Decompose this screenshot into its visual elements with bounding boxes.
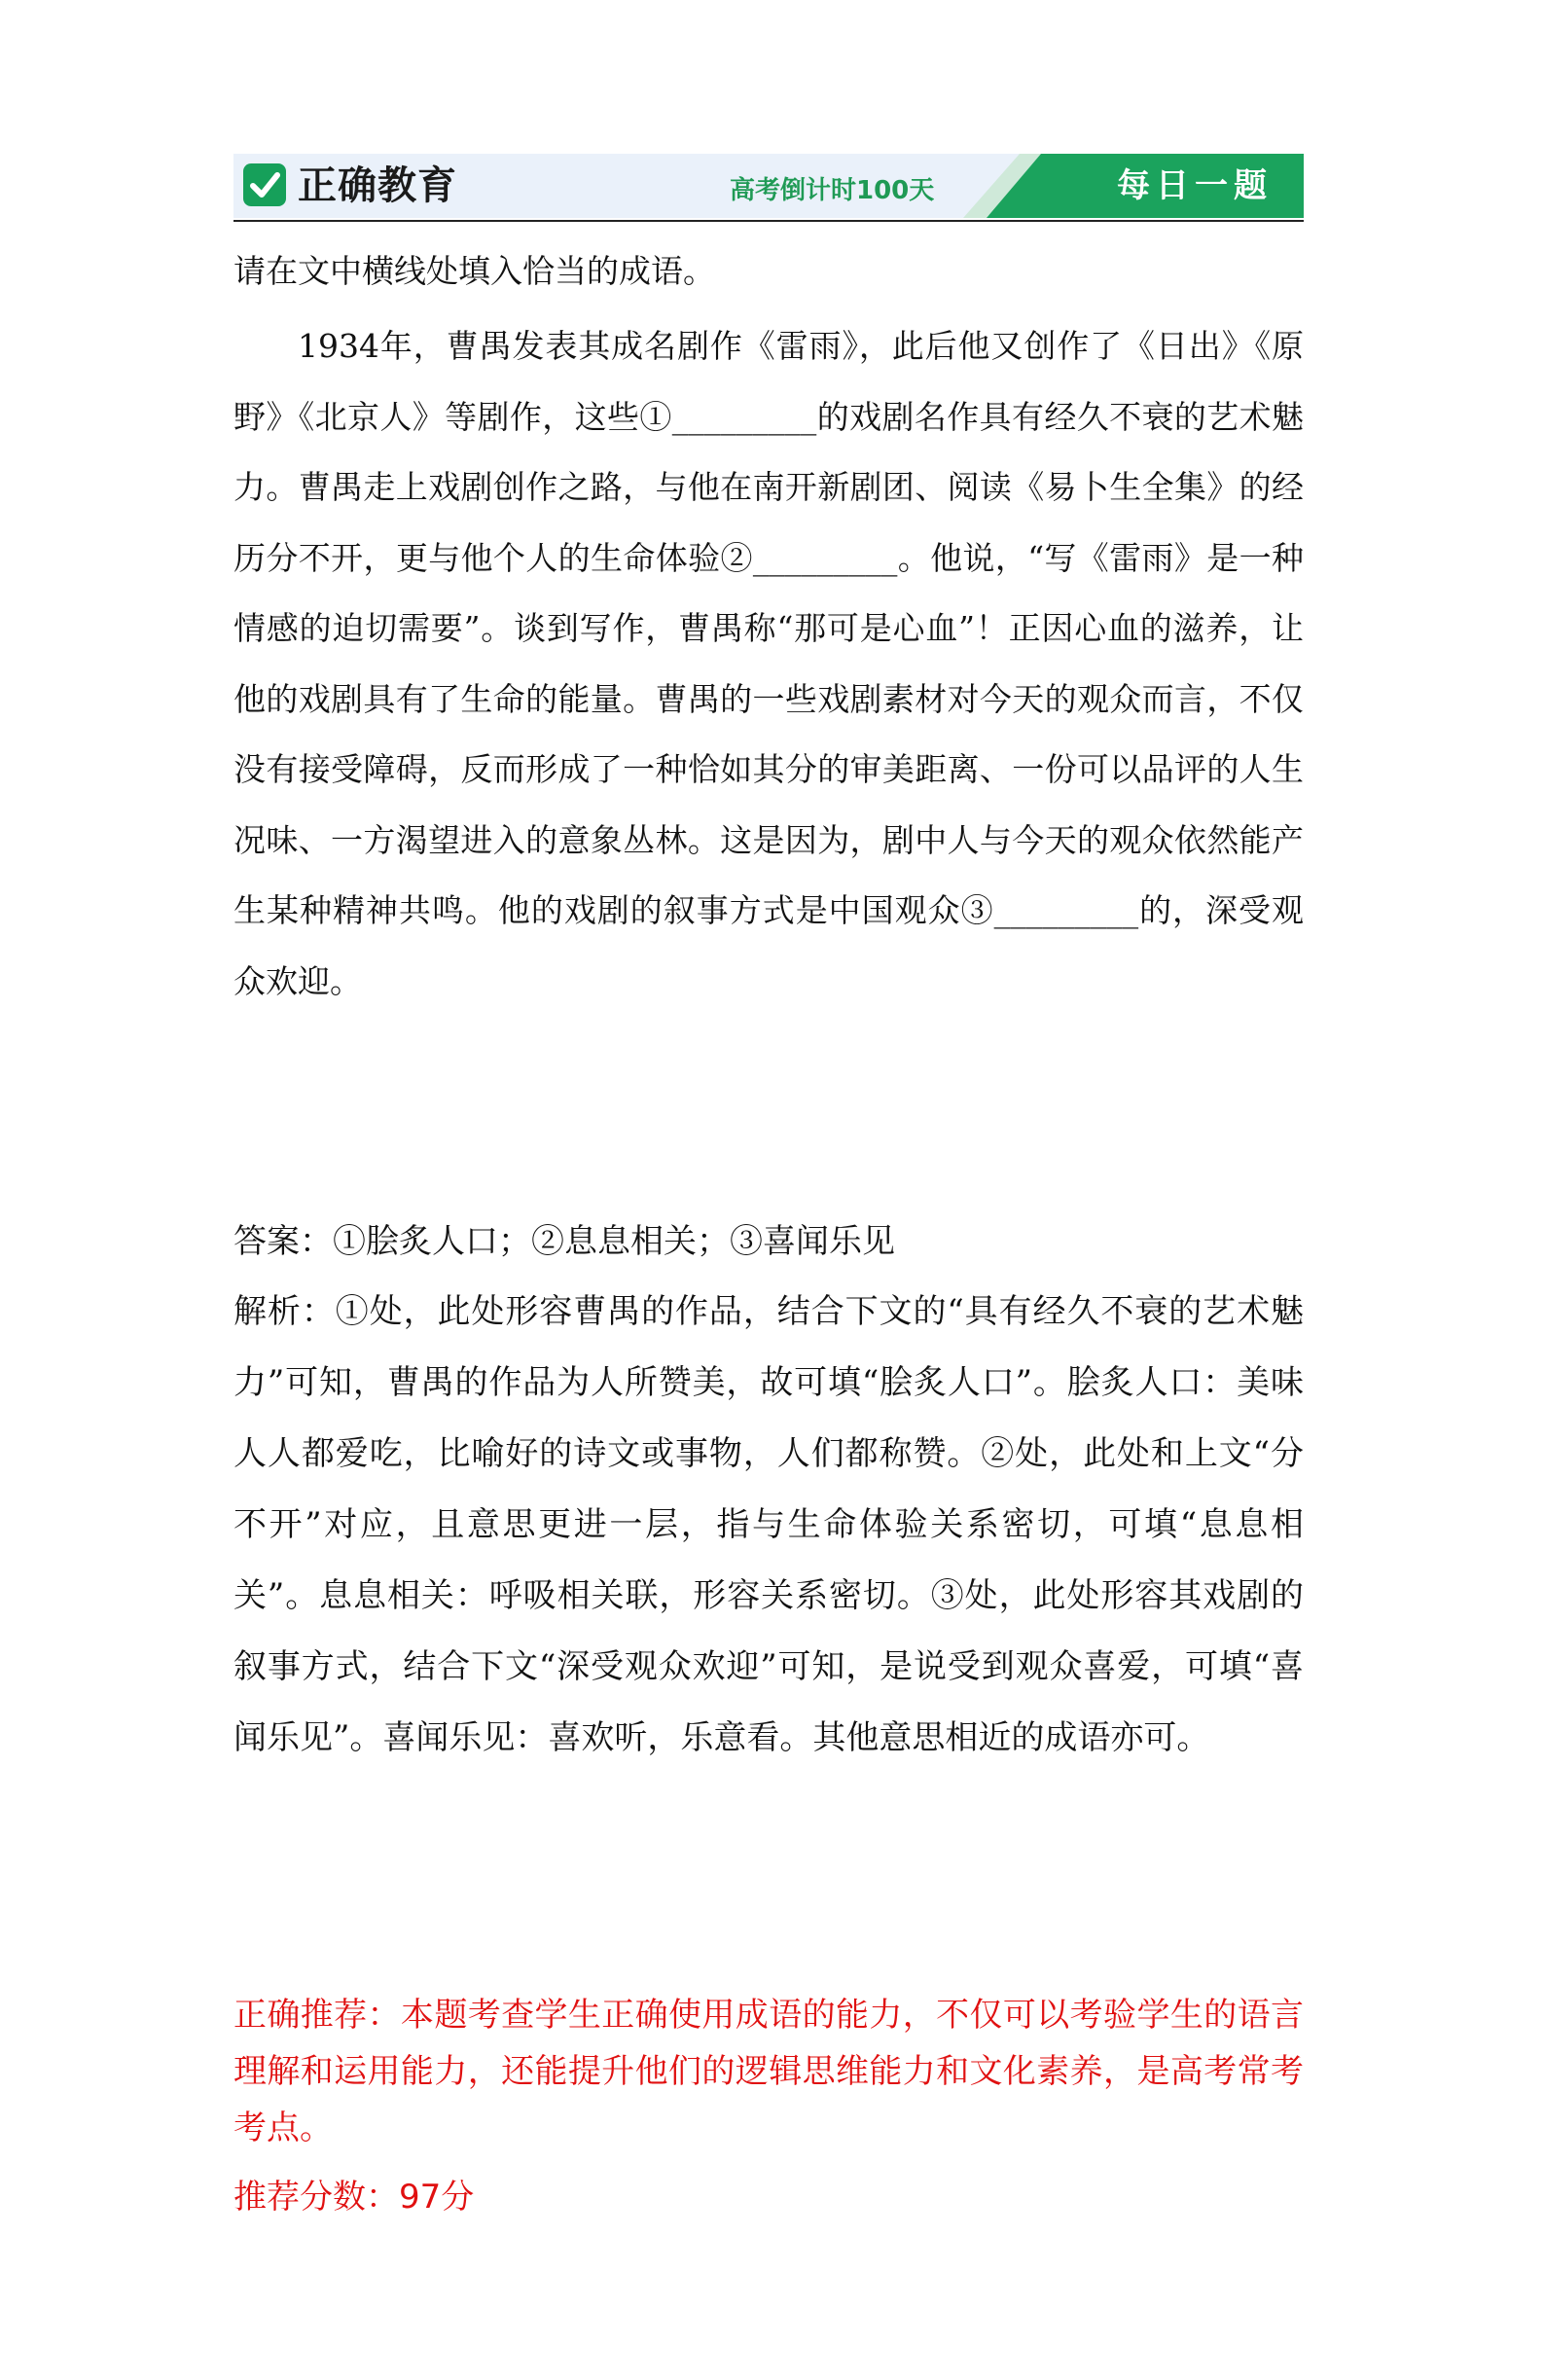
answer-analysis: 解析：①处，此处形容曹禺的作品，结合下文的“具有经久不衰的艺术魅力”可知，曹禺的作品为人所赞美，故可填“脍炙人口”。脍炙人口：美味人人都爱吃，比喻好的诗文或事物，人们都称赞。②处，此处和上文“分不开”对应，且意思更进一层，指与生命体验关系密切，可填“息息相关”。息息相关：呼吸相关联，形容关系密切。③处，此处形容其戏剧的叙事方式，结合下文“深受观众欢迎”可知，是说受到观众喜爱，可填“喜闻乐见”。喜闻乐见：喜欢听，乐意看。其他意思相近的成语亦可。 — [233, 1292, 1304, 1757]
countdown-label: 高考倒计时100天 — [730, 176, 935, 205]
daily-question-label: 每日一题 — [1117, 166, 1273, 205]
header-divider — [233, 220, 1304, 222]
recommendation-text: 正确推荐：本题考查学生正确使用成语的能力，不仅可以考验学生的语言理解和运用能力，还能提升他们的逻辑思维能力和文化素养，是高考常考考点。 — [233, 1996, 1304, 2147]
recommendation-score: 推荐分数：97分 — [233, 2178, 475, 2217]
question-passage: 1934年，曹禺发表其成名剧作《雷雨》，此后他又创作了《日出》《原野》《北京人》等剧作，这些①_________的戏剧名作具有经久不衰的艺术魅力。曹禺走上戏剧创作之路，与他在南开新剧团、阅读《易卜生全集》的经历分不开，更与他个人的生命体验②_________。他说，“写《雷雨》是一种情感的迫切需要”。谈到写作，曹禺称“那可是心血”！正因心血的滋养，让他的戏剧具有了生命的能量。曹禺的一些戏剧素材对今天的观众而言，不仅没有接受障碍，反而形成了一种恰如其分的审美距离、一份可以品评的人生况味、一方渴望进入的意象丛林。这是因为，剧中人与今天的观众依然能产生某种精神共鸣。他的戏剧的叙事方式是中国观众③_________的，深受观众欢迎。 — [233, 327, 1304, 1000]
question-instruction: 请在文中横线处填入恰当的成语。 — [233, 252, 715, 290]
daily-question-band — [963, 154, 1304, 218]
checkmark-icon — [243, 163, 286, 206]
brand-name: 正确教育 — [298, 163, 457, 208]
header-banner — [233, 154, 1304, 218]
answer-text: 答案：①脍炙人口；②息息相关；③喜闻乐见 — [233, 1222, 895, 1261]
